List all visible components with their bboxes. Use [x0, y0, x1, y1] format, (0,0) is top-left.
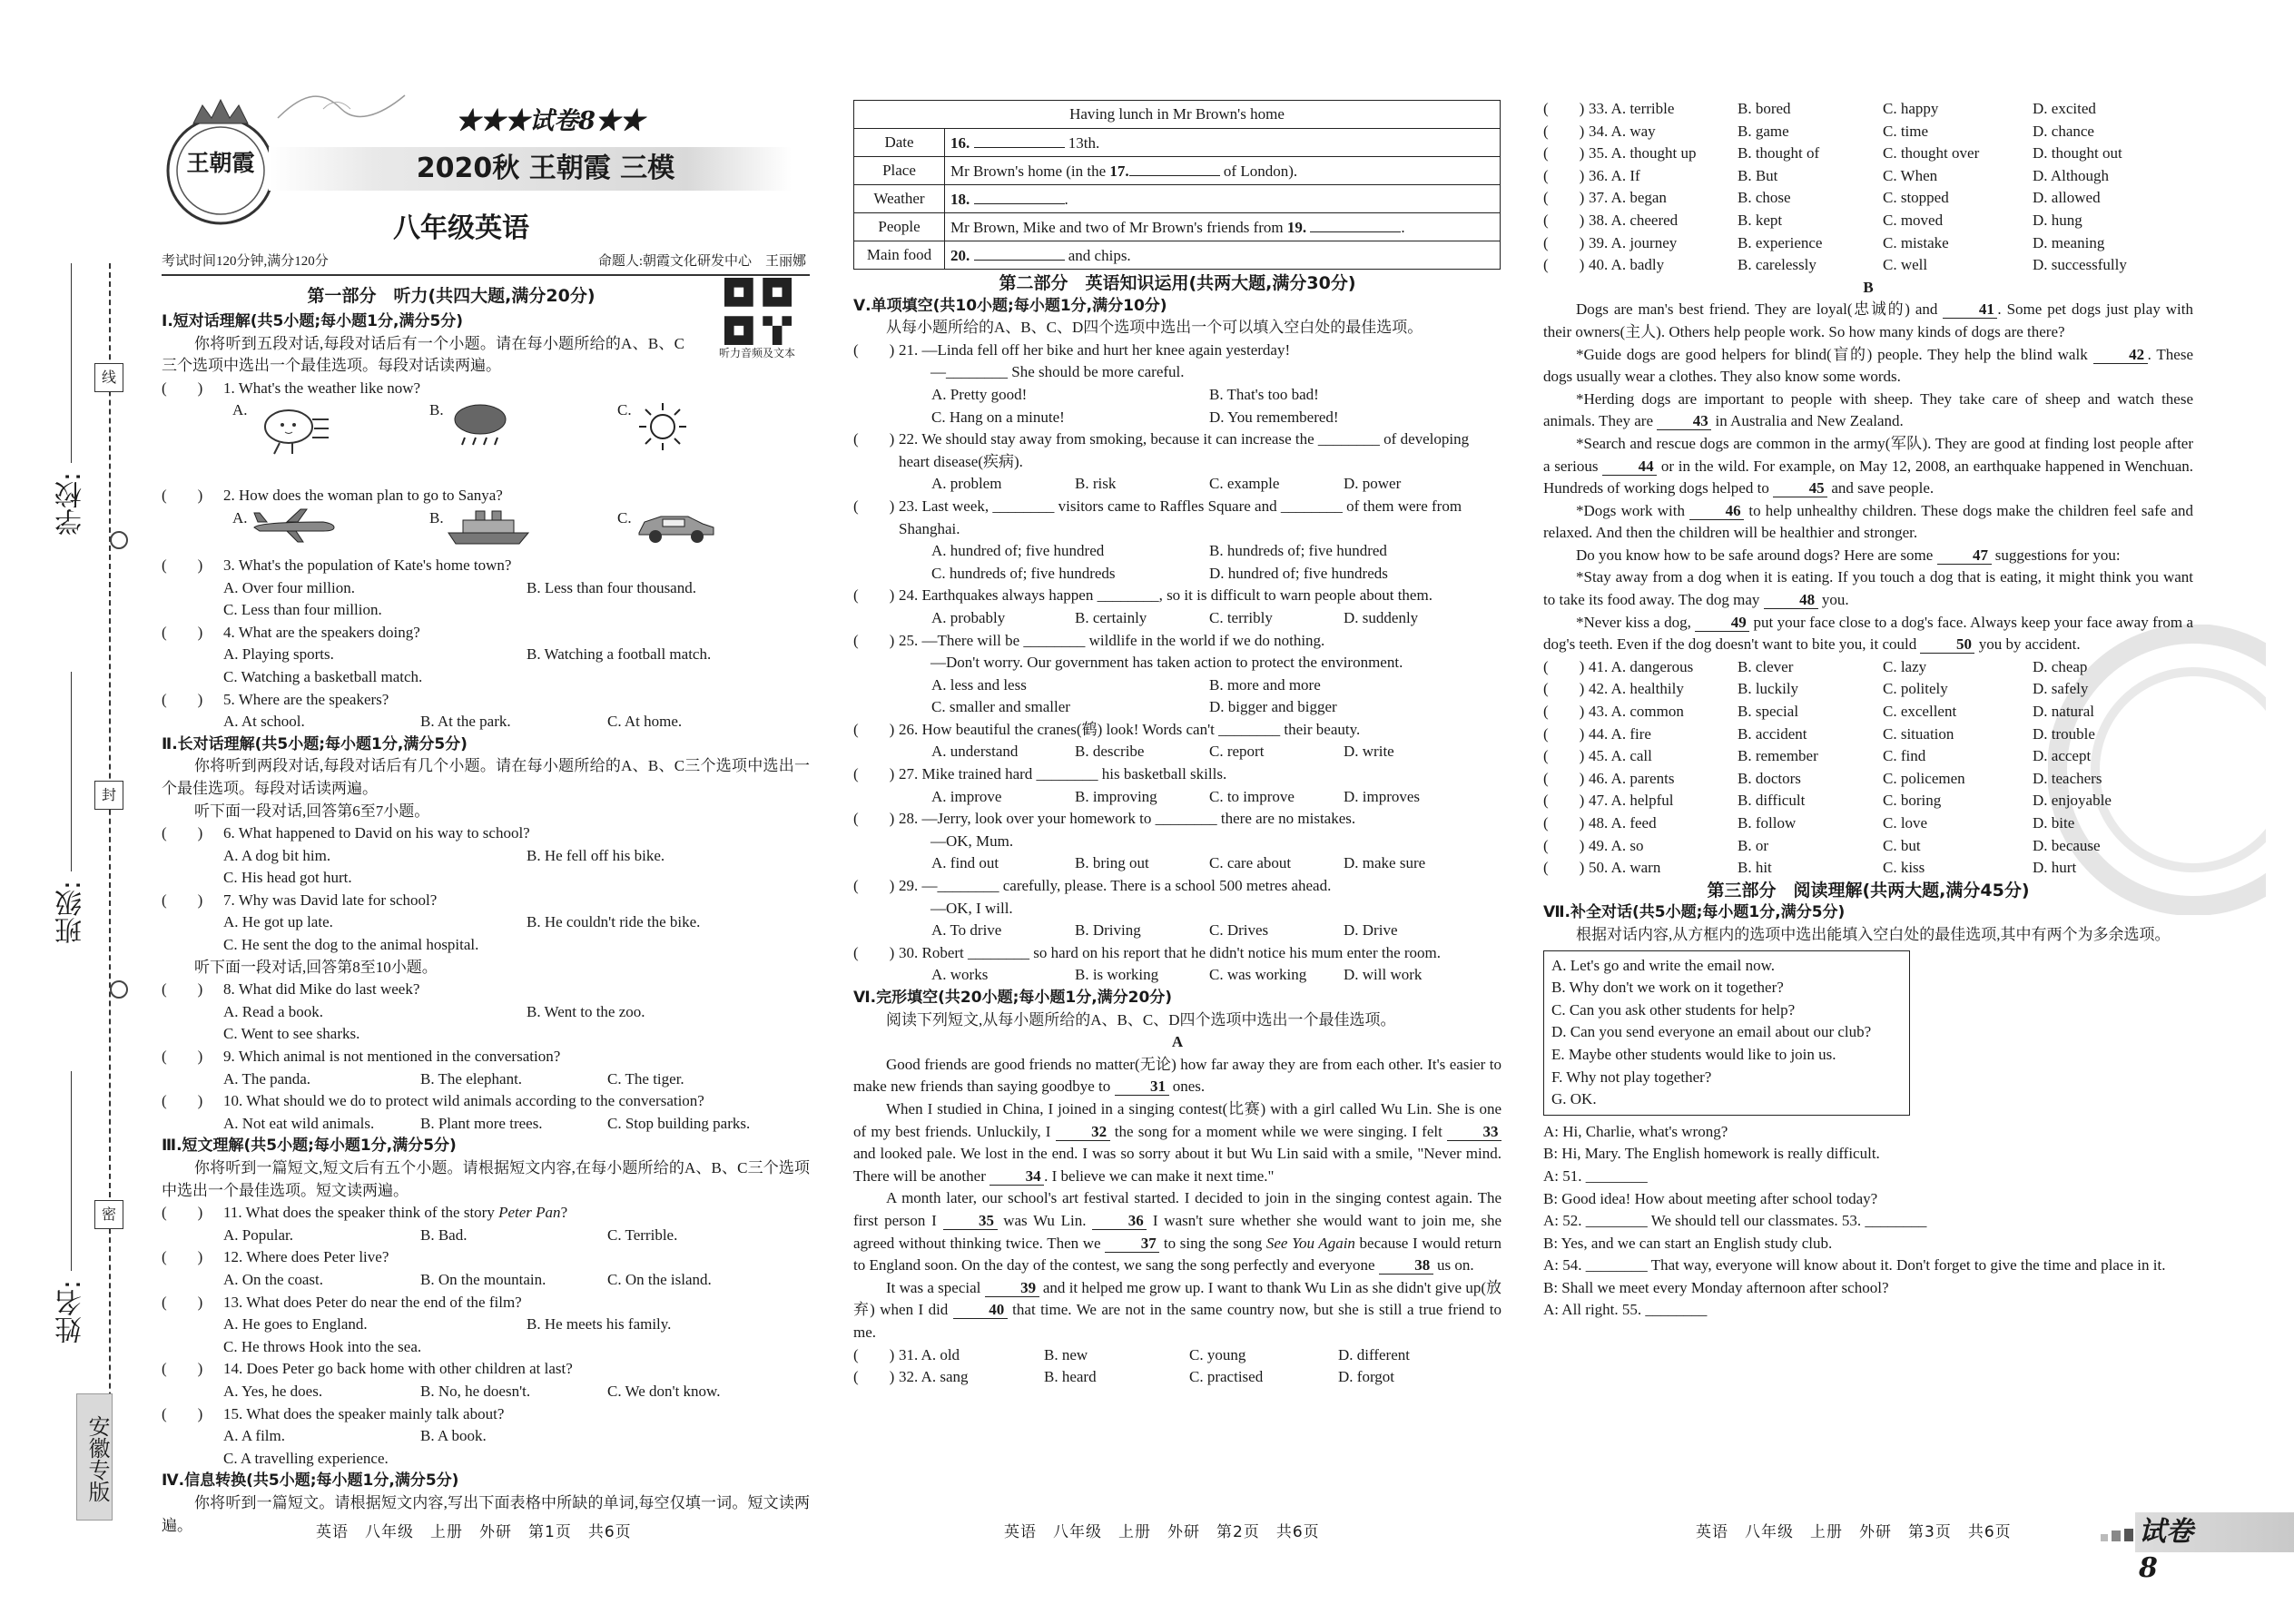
seal-mark-feng	[94, 781, 123, 810]
seal-mark-xian-text: 线	[101, 369, 116, 386]
blank-41[interactable]: 41	[1943, 300, 1997, 319]
blank-17[interactable]	[1129, 158, 1220, 176]
blank-43[interactable]: 43	[1657, 412, 1711, 430]
school-field[interactable]	[56, 263, 89, 572]
q11-options[interactable]: A. Popular. B. Bad. C. Terrible.	[223, 1225, 678, 1244]
ship-icon	[445, 507, 532, 547]
q12-options[interactable]: A. On the coast. B. On the mountain. C. On the island.	[223, 1270, 712, 1288]
box-option: G. OK.	[1551, 1090, 1597, 1108]
blank-48[interactable]: 48	[1764, 591, 1818, 609]
question-25[interactable]: ( ) 25. —There will be ________ wildlife in the world if we do nothing.	[853, 631, 1325, 649]
cloze-question-35[interactable]: ( ) 35. A. thought up B. thought of C. thought over D. thought out	[1543, 144, 2122, 162]
cloze-question-37[interactable]: ( ) 37. A. began B. chose C. stopped D. allowed	[1543, 189, 2101, 207]
q3-option-c[interactable]: C. Less than four million.	[223, 601, 382, 619]
q27-options[interactable]: A. improve B. improving C. to improve D. improves	[931, 787, 1421, 805]
exam-meta-left: 考试时间120分钟,满分120分	[162, 254, 329, 269]
blank-36[interactable]: 36	[1092, 1212, 1147, 1230]
blank-37[interactable]: 37	[1105, 1235, 1159, 1253]
sun-icon	[637, 401, 688, 452]
dialogue	[1543, 1121, 2193, 1322]
q14-options[interactable]: A. Yes, he does. B. No, he doesn't. C. We don't know.	[223, 1382, 721, 1400]
cloze-question-39[interactable]: ( ) 39. A. journey B. experience C. mistake D. meaning	[1543, 233, 2105, 251]
section2-instruction: 你将听到两段对话,每段对话后有几个小题。请在每小题所给的A、B、C三个选项中选出一个最佳选项。每段对话读两遍。	[162, 757, 810, 797]
dialogue-line: B: Good idea! How about meeting after school today?	[1543, 1189, 1878, 1207]
question-14[interactable]: ( ) 14. Does Peter go back home with other children at last?	[162, 1360, 573, 1378]
blank-33[interactable]: 33	[1447, 1123, 1501, 1141]
class-line	[71, 672, 72, 871]
cloze-question-40[interactable]: ( ) 40. A. badly B. carelessly C. well D. successfully	[1543, 256, 2127, 274]
passage-b-p6: Do you know how to be safe around dogs? Here are some 47 suggestions for you:	[1576, 546, 2121, 564]
question-21[interactable]: ( ) 21. —Linda fell off her bike and hurt her knee again yesterday!	[853, 340, 1291, 359]
exam-tag: 试卷8	[2139, 1516, 2193, 1584]
question-30[interactable]: ( ) 30. Robert ________ so hard on his report that he didn't notice his mum enter the room.	[853, 943, 1442, 961]
section7-title: Ⅶ.补全对话(共5小题;每小题1分,满分5分)	[1543, 903, 1846, 922]
blank-50[interactable]: 50	[1920, 635, 1974, 654]
passage-a-p2: When I studied in China, I joined in a singing contest(比赛) with a girl called Wu Lin. She is one of my best friends. Unluckily, I 32 the song for a moment while we were singing. I felt 33 and looked pale. We lost in the end. I was so sorry about it but Wu Lin said with a smile, "Never mind. There will be another 34 . I believe we can make it next time."	[853, 1099, 1501, 1185]
q8-options[interactable]: A. Read a book. B. Went to the zoo.	[223, 1002, 645, 1020]
question-32[interactable]: ( ) 32. A. sang B. heard C. practised D. forgot	[853, 1368, 1395, 1386]
question-12[interactable]: ( ) 12. Where does Peter live?	[162, 1248, 389, 1266]
question-27[interactable]: ( ) 27. Mike trained hard ________ his basketball skills.	[853, 765, 1227, 783]
school-label: 学校:	[55, 472, 87, 536]
seal-mark-mi	[94, 1200, 123, 1229]
question-22[interactable]: ( ) 22. We should stay away from smoking, because it can increase the ________ of developing heart disease(疾病).	[853, 430, 1470, 470]
blank-19[interactable]	[1310, 214, 1401, 232]
name-line	[71, 1071, 72, 1271]
hole-2	[110, 980, 128, 999]
box-option: B. Why don't we work on it together?	[1551, 979, 1784, 997]
table-row: Main food 20. and chips.	[854, 241, 1501, 270]
table-row: People Mr Brown, Mike and two of Mr Brown's friends from 19. .	[854, 213, 1501, 241]
q15-option-c[interactable]: C. A travelling experience.	[223, 1449, 389, 1467]
section1-title: Ⅰ.短对话理解(共5小题;每小题1分,满分5分)	[162, 312, 464, 330]
blank-49[interactable]: 49	[1695, 614, 1749, 632]
blank-39[interactable]: 39	[985, 1279, 1039, 1297]
seal-mark-xian	[94, 363, 123, 392]
q4-option-c[interactable]: C. Watching a basketball match.	[223, 667, 423, 685]
cloze-question-36[interactable]: ( ) 36. A. If B. But C. When D. Although	[1543, 166, 2110, 184]
table-row: Place Mr Brown's home (in the 17. of London).	[854, 157, 1501, 185]
passage-a-label: A	[1171, 1033, 1184, 1051]
q25-options-row2[interactable]: C. smaller and smaller D. bigger and bigger	[931, 698, 1337, 716]
q8-option-c[interactable]: C. Went to see sharks.	[223, 1025, 360, 1043]
passage-b-p8: *Never kiss a dog, 49 put your face close to a dog's face. Always keep your face away from a dog's teeth. Even if the dog doesn't want to bite you, it could 50 you by accident.	[1543, 613, 2194, 654]
passage-b-label: B	[1863, 278, 1874, 296]
section6-instruction: 阅读下列短文,从每小题所给的A、B、C、D四个选项中选出一个最佳选项。	[886, 1010, 1396, 1029]
blank-31[interactable]: 31	[1115, 1078, 1169, 1096]
hole-1	[110, 531, 128, 549]
section2-sub-b: 听下面一段对话,回答第8至10小题。	[194, 958, 438, 976]
q9-options[interactable]: A. The panda. B. The elephant. C. The tiger.	[223, 1069, 684, 1088]
q3-options[interactable]: A. Over four million. B. Less than four thousand.	[223, 578, 696, 596]
q13-options[interactable]: A. He goes to England. B. He meets his family.	[223, 1315, 672, 1334]
question-31[interactable]: ( ) 31. A. old B. new C. young D. different	[853, 1345, 1410, 1363]
q29-options[interactable]: A. To drive B. Driving C. Drives D. Drive	[931, 921, 1398, 940]
question-15[interactable]: ( ) 15. What does the speaker mainly talk about?	[162, 1404, 505, 1422]
passage-b-p2: *Guide dogs are good helpers for blind(盲的) people. They help the blind walk 42 . These dogs usually wear a clothes. They also know some words.	[1543, 345, 2194, 386]
q26-options[interactable]: A. understand B. describe C. report D. write	[931, 743, 1394, 761]
cloze-options-33-40	[1543, 98, 2193, 277]
question-23[interactable]: ( ) 23. Last week, ________ visitors came to Raffles Square and ________ of them were from Shanghai.	[853, 497, 1462, 537]
blank-18[interactable]	[974, 186, 1065, 204]
box-option: F. Why not play together?	[1551, 1068, 1712, 1086]
cloze-question-41[interactable]: ( ) 41. A. dangerous B. clever C. lazy D. cheap	[1543, 657, 2088, 675]
question-9[interactable]: ( ) 9. Which animal is not mentioned in the conversation?	[162, 1048, 561, 1066]
question-7[interactable]: ( ) 7. Why was David late for school?	[162, 891, 438, 909]
blank-40[interactable]: 40	[953, 1301, 1008, 1319]
q21-options-row1[interactable]: A. Pretty good! B. That's too bad!	[931, 385, 1319, 403]
page-dot-decoration	[2101, 1529, 2133, 1541]
cloze-question-46[interactable]: ( ) 46. A. parents B. doctors C. policemen D. teachers	[1543, 769, 2102, 787]
page1-footer: 英语 八年级 上册 外研 第1页 共6页	[316, 1523, 632, 1541]
part2-title: 第二部分 英语知识运用(共两大题,满分30分)	[999, 273, 1356, 293]
cloze-options-41-50	[1543, 656, 2193, 880]
blank-45[interactable]: 45	[1773, 479, 1827, 497]
blank-42[interactable]: 42	[2093, 346, 2148, 364]
box-option: C. Can you ask other students for help?	[1551, 1000, 1796, 1019]
class-label: 班级:	[55, 881, 87, 945]
cloze-question-43[interactable]: ( ) 43. A. common B. special C. excellent D. natural	[1543, 703, 2094, 721]
qr-caption: 听力音频及文本	[718, 347, 795, 359]
table-row: Date 16. 13th.	[854, 129, 1501, 157]
cloze-question-50[interactable]: ( ) 50. A. warn B. hit C. kiss D. hurt	[1543, 859, 2077, 877]
question-13[interactable]: ( ) 13. What does Peter do near the end of the film?	[162, 1293, 522, 1311]
section1-instruction: 你将听到五段对话,每段对话后有一个小题。请在每小题所给的A、B、C三个选项中选出一个最佳选项。每段对话读两遍。	[162, 334, 684, 375]
section5-instruction: 从每小题所给的A、B、C、D四个选项中选出一个可以填入空白处的最佳选项。	[886, 319, 1423, 337]
subject-title: 八年级英语	[393, 212, 529, 244]
table-title: Having lunch in Mr Brown's home	[854, 101, 1501, 129]
question-6[interactable]: ( ) 6. What happened to David on his way to school?	[162, 824, 530, 842]
series-title: ★★★试卷8★★	[456, 107, 645, 135]
q5-options[interactable]: A. At school. B. At the park. C. At home.	[223, 713, 683, 731]
province-text: 安徽专版	[84, 1415, 110, 1502]
exam-meta-right: 命题人:朝霞文化研发中心 王丽娜	[597, 254, 806, 269]
section3-title: Ⅲ.短文理解(共5小题;每小题1分,满分5分)	[162, 1137, 457, 1156]
cloud-wind-icon	[252, 401, 334, 456]
blank-38[interactable]: 38	[1379, 1256, 1433, 1275]
cloze-question-42[interactable]: ( ) 42. A. healthily B. luckily C. politely D. safely	[1543, 680, 2089, 698]
section6-title: Ⅵ.完形填空(共20小题;每小题1分,满分20分)	[853, 989, 1173, 1007]
question-2[interactable]: ( ) 2. How does the woman plan to go to Sanya?	[162, 487, 503, 505]
q21-options-row2[interactable]: C. Hang on a minute! D. You remembered!	[931, 408, 1339, 426]
blank-35[interactable]: 35	[943, 1212, 998, 1230]
blank-47[interactable]: 47	[1937, 546, 1992, 565]
q23-options-row1[interactable]: A. hundred of; five hundred B. hundreds of; five hundred	[931, 542, 1387, 560]
blank-34[interactable]: 34	[989, 1167, 1044, 1186]
section5-title: Ⅴ.单项填空(共10小题;每小题1分,满分10分)	[853, 296, 1167, 315]
cut-line	[109, 263, 111, 1516]
logo-text: 王朝霞	[186, 150, 255, 176]
section2-sub-a: 听下面一段对话,回答第6至7小题。	[194, 802, 430, 820]
section4-title: Ⅳ.信息转换(共5小题;每小题1分,满分5分)	[162, 1471, 459, 1491]
binding-margin	[0, 0, 159, 1624]
box-option: E. Maybe other students would like to join us.	[1551, 1045, 1836, 1063]
section3-instruction: 你将听到一篇短文,短文后有五个小题。请根据短文内容,在每小题所给的A、B、C三个选项中选出一个最佳选项。短文读两遍。	[162, 1159, 810, 1199]
question-24[interactable]: ( ) 24. Earthquakes always happen ________, so it is difficult to warn people about them.	[853, 586, 1433, 605]
question-4[interactable]: ( ) 4. What are the speakers doing?	[162, 623, 420, 641]
dialogue-line: A: 52. ________ We should tell our classmates. 53. ________	[1543, 1212, 1927, 1230]
q6-option-c[interactable]: C. His head got hurt.	[223, 869, 352, 887]
question-28[interactable]: ( ) 28. —Jerry, look over your homework to ________ there are no mistakes.	[853, 810, 1356, 828]
page2-footer: 英语 八年级 上册 外研 第2页 共6页	[1004, 1523, 1320, 1541]
q10-options[interactable]: A. Not eat wild animals. B. Plant more trees. C. Stop building parks.	[223, 1114, 751, 1132]
dialogue-line: A: All right. 55. ________	[1543, 1301, 1708, 1319]
seal-mark-feng-text: 封	[101, 786, 116, 803]
blank-16[interactable]	[974, 130, 1065, 148]
cloze-question-38[interactable]: ( ) 38. A. cheered B. kept C. moved D. hung	[1543, 211, 2082, 229]
header-rule	[162, 274, 810, 276]
q25-options-row1[interactable]: A. less and less B. more and more	[931, 675, 1321, 694]
name-field[interactable]	[56, 1071, 89, 1380]
passage-b-p7: *Stay away from a dog when it is eating. If you touch a dog that is eating, it might think you want to take its food away. The dog may 48 you.	[1543, 568, 2193, 609]
cloze-question-47[interactable]: ( ) 47. A. helpful B. difficult C. boring D. enjoyable	[1543, 792, 2112, 810]
passage-a-p4: It was a special 39 and it helped me grow up. I want to thank Wu Lin as she didn't give up(放弃) when I did 40 that time. We are not in the same country now, but she is still a true friend to me.	[853, 1278, 1502, 1341]
cloze-question-34[interactable]: ( ) 34. A. way B. game C. time D. chance	[1543, 122, 2094, 140]
part1-title: 第一部分 听力(共四大题,满分20分)	[307, 286, 596, 306]
dialogue-line: B: Yes, and we can start an English study club.	[1543, 1234, 1833, 1252]
dialogue-line: A: 51. ________	[1543, 1166, 1648, 1185]
cloze-question-49[interactable]: ( ) 49. A. so B. or C. but D. because	[1543, 836, 2101, 854]
school-line	[71, 263, 72, 463]
part3-title: 第三部分 阅读理解(共两大题,满分45分)	[1707, 880, 2030, 901]
q7-option-c[interactable]: C. He sent the dog to the animal hospital.	[223, 936, 479, 954]
passage-b-p1: Dogs are man's best friend. They are loyal(忠诚的) and 41 . Some pet dogs just play with their owners(主人). Others help people work. So how many kinds of dogs are there?	[1543, 300, 2193, 340]
section7-instruction: 根据对话内容,从方框内的选项中选出能填入空白处的最佳选项,其中有两个为多余选项。	[1576, 925, 2171, 943]
q21-reply: —________ She should be more careful.	[930, 363, 1185, 381]
options-box	[1543, 950, 1910, 1116]
dialogue-line: A: 54. ________ That way, everyone will know about it. Don't forget to give the time and place in it.	[1543, 1256, 2166, 1275]
q28-reply: —OK, Mum.	[930, 832, 1014, 850]
name-label: 姓名:	[55, 1280, 87, 1344]
seal-mark-mi-text: 密	[101, 1206, 116, 1223]
passage-b-p5: *Dogs work with 46 to help unhealthy children. These dogs make the children feel safe and relaxed. And then the children will be healthier and stronger.	[1543, 501, 2194, 542]
passage-a-p3: A month later, our school's art festival started. I decided to join in the singing contest again. The first person I 35 was Wu Lin. 36 I wasn't sure whether she would want to join me, she agreed without thinking twice. Then we 37 to sing the song See You Again because I would return to England soon. On the day of the contest, we sang the song perfectly and everyone 38 us on.	[853, 1189, 1502, 1275]
question-11[interactable]: ( ) 11. What does the speaker think of the story Peter Pan?	[162, 1204, 568, 1222]
cloze-question-45[interactable]: ( ) 45. A. call B. remember C. find D. accept	[1543, 747, 2092, 765]
q4-options[interactable]: A. Playing sports. B. Watching a football match.	[223, 645, 712, 664]
q22-options[interactable]: A. problem B. risk C. example D. power	[931, 475, 1402, 493]
q29-reply: —OK, I will.	[930, 899, 1013, 917]
cloze-question-48[interactable]: ( ) 48. A. feed B. follow C. love D. bite	[1543, 814, 2075, 832]
dialogue-line: A: Hi, Charlie, what's wrong?	[1543, 1122, 1728, 1140]
q15-options[interactable]: A. A film. B. A book.	[223, 1427, 487, 1445]
q25-reply: —Don't worry. Our government has taken action to protect the environment.	[930, 654, 1403, 672]
rain-cloud-icon	[448, 399, 512, 454]
passage-b-p3: *Herding dogs are important to people with sheep. They take care of sheep and watch these animals. They are 43 in Australia and New Zealand.	[1543, 389, 2193, 430]
q24-options[interactable]: A. probably B. certainly C. terribly D. suddenly	[931, 608, 1419, 626]
q1-picture-options[interactable]: A. B. C.	[162, 399, 810, 465]
question-5[interactable]: ( ) 5. Where are the speakers?	[162, 690, 389, 708]
airplane-icon	[251, 507, 338, 544]
box-option: D. Can you send everyone an email about our club?	[1551, 1023, 1872, 1041]
q13-option-c[interactable]: C. He throws Hook into the sea.	[223, 1337, 422, 1355]
question-3[interactable]: ( ) 3. What's the population of Kate's home town?	[162, 556, 512, 574]
blank-44[interactable]: 44	[1602, 458, 1657, 476]
passage-a-p1: Good friends are good friends no matter(无论) how far away they are from each other. It's easier to make new friends than saying goodbye to 31 ones.	[853, 1055, 1501, 1096]
box-option: A. Let's go and write the email now.	[1551, 956, 1776, 974]
question-29[interactable]: ( ) 29. —________ carefully, please. There is a school 500 metres ahead.	[853, 877, 1332, 895]
brand-title: 2020秋 王朝霞 三模	[416, 153, 675, 184]
question-26[interactable]: ( ) 26. How beautiful the cranes(鹤) look! Words can't ________ their beauty.	[853, 720, 1361, 738]
q2-picture-options[interactable]: A. B. C.	[162, 507, 810, 551]
class-field[interactable]	[56, 672, 89, 980]
blank-46[interactable]: 46	[1689, 502, 1744, 520]
page3-footer: 英语 八年级 上册 外研 第3页 共6页	[1696, 1523, 2012, 1541]
question-8[interactable]: ( ) 8. What did Mike do last week?	[162, 980, 420, 999]
ribbon-decoration-icon	[269, 82, 414, 136]
q30-options[interactable]: A. works B. is working C. was working D. will work	[931, 966, 1423, 984]
blank-20[interactable]	[974, 242, 1065, 261]
passage-b-p4: *Search and rescue dogs are common in the army(军队). They are good at finding lost people after a serious 44 or in the wild. For example, on May 12, 2008, an earthquake happened in Wenchuan. Hundreds of working dogs helped to 45 and save people.	[1543, 434, 2193, 497]
dialogue-line: B: Hi, Mary. The English homework is really difficult.	[1543, 1145, 1880, 1163]
question-10[interactable]: ( ) 10. What should we do to protect wild animals according to the conversation?	[162, 1092, 704, 1110]
dialogue-line: B: Shall we meet every Monday afternoon after school?	[1543, 1278, 1889, 1296]
section4-instruction: 你将听到一篇短文。请根据短文内容,写出下面表格中所缺的单词,每空仅填一词。短文读两遍。	[162, 1493, 810, 1534]
section2-title: Ⅱ.长对话理解(共5小题;每小题1分,满分5分)	[162, 734, 468, 753]
info-table	[853, 100, 1501, 270]
q6-options[interactable]: A. A dog bit him. B. He fell off his bike.	[223, 846, 665, 864]
q23-options-row2[interactable]: C. hundreds of; five hundreds D. hundred of; five hundreds	[931, 564, 1388, 582]
car-icon	[634, 507, 719, 546]
question-1[interactable]: ( ) 1. What's the weather like now?	[162, 379, 421, 397]
q7-options[interactable]: A. He got up late. B. He couldn't ride the bike.	[223, 913, 701, 931]
q28-options[interactable]: A. find out B. bring out C. care about D. make sure	[931, 854, 1426, 872]
province-badge	[76, 1393, 113, 1521]
cloze-question-33[interactable]: ( ) 33. A. terrible B. bored C. happy D. excited	[1543, 100, 2096, 117]
cloze-question-44[interactable]: ( ) 44. A. fire B. accident C. situation D. trouble	[1543, 724, 2095, 743]
blank-32[interactable]: 32	[1056, 1123, 1110, 1141]
table-row: Weather 18. .	[854, 185, 1501, 213]
